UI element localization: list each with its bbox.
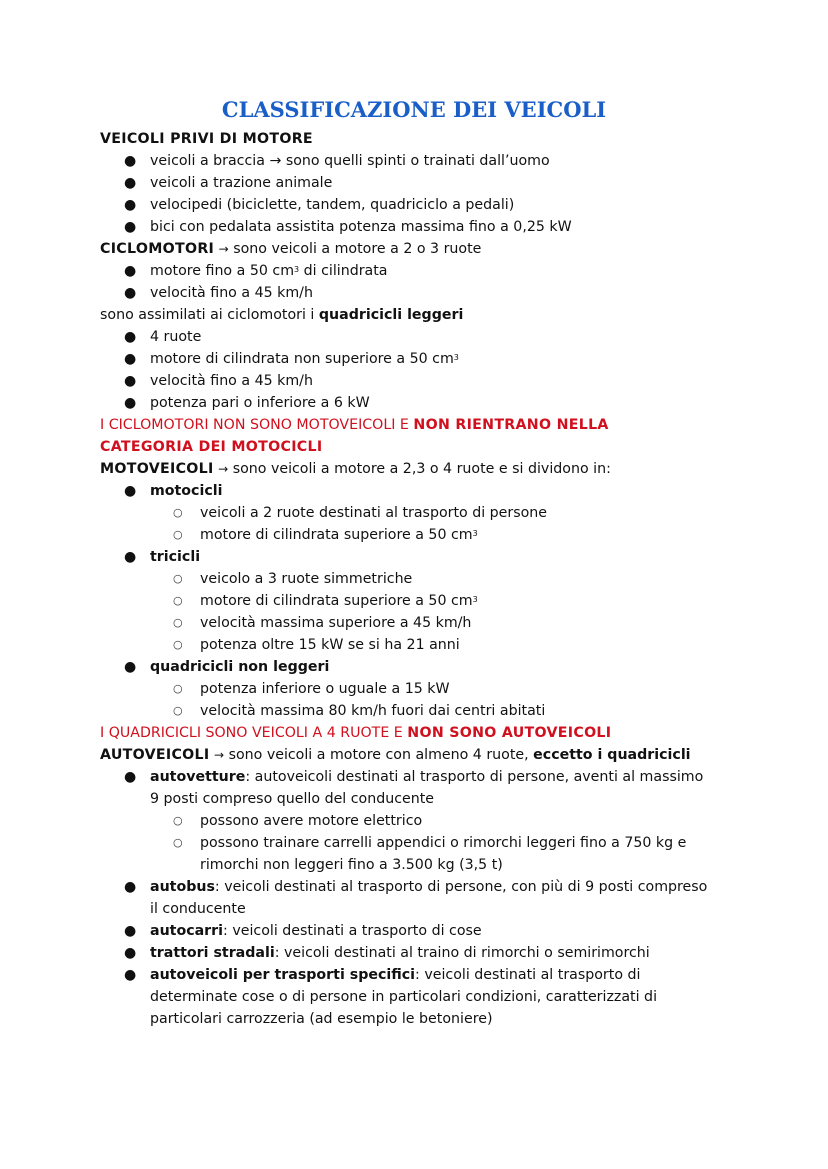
sub-list-item: potenza inferiore o uguale a 15 kW (200, 681, 450, 697)
section-intro-motoveicoli (100, 458, 611, 480)
list-item-autocarri (150, 920, 482, 942)
bullet-icon: ● (124, 967, 137, 983)
superscript: 3 (453, 353, 459, 362)
item-text: motore di cilindrata superiore a 50 cm (200, 593, 473, 609)
hollow-bullet-icon: ○ (173, 638, 183, 651)
sub-list-item: veicoli a 2 ruote destinati al trasporto di persone (200, 505, 548, 521)
section-intro-ciclomotori (100, 238, 481, 260)
sub-list-item: veicolo a 3 ruote simmetriche (200, 571, 413, 587)
bullet-icon: ● (124, 945, 137, 961)
arrow-right-icon: → (218, 242, 229, 256)
section-description: sono veicoli a motore a 2 o 3 ruote (233, 241, 482, 257)
list-item: velocità fino a 45 km/h (150, 373, 313, 389)
sub-list-item: velocità massima 80 km/h fuori dai centri abitati (200, 703, 546, 719)
item-text: : veicoli destinati al trasporto di persone, con più di 9 posti compreso (214, 879, 708, 895)
superscript: 3 (472, 529, 478, 538)
superscript: 3 (294, 265, 300, 274)
assimilated-line (100, 304, 463, 326)
hollow-bullet-icon: ○ (173, 528, 183, 541)
item-label: autovetture (150, 769, 246, 785)
sub-list-item: potenza oltre 15 kW se si ha 21 anni (200, 637, 460, 653)
bullet-icon: ● (124, 219, 137, 235)
hollow-bullet-icon: ○ (173, 506, 183, 519)
list-item: bici con pedalata assistita potenza massima fino a 0,25 kW (150, 219, 572, 235)
list-item-continuation: particolari carrozzeria (ad esempio le betoniere) (150, 1011, 493, 1027)
item-text: : veicoli destinati a trasporto di cose (223, 923, 482, 939)
list-item-continuation: 9 posti compreso quello del conducente (150, 791, 435, 807)
section-heading-non-motor: VEICOLI PRIVI DI MOTORE (100, 131, 313, 147)
section-description: sono veicoli a motore a 2,3 o 4 ruote e si dividono in: (232, 461, 611, 477)
item-label: autocarri (150, 923, 224, 939)
list-item-autobus (150, 876, 707, 898)
hollow-bullet-icon: ○ (173, 814, 183, 827)
section-intro-autoveicoli (100, 744, 691, 766)
group-label-motocicli: motocicli (150, 483, 223, 499)
alert-emphasis: NON SONO AUTOVEICOLI (407, 725, 612, 741)
item-text: : veicoli destinati al traino di rimorchi o semirimorchi (274, 945, 650, 961)
emphasis-text: quadricicli leggeri (318, 307, 464, 323)
item-text: motore di cilindrata non superiore a 50 cm (150, 351, 454, 367)
sub-list-item: possono avere motore elettrico (200, 813, 423, 829)
hollow-bullet-icon: ○ (173, 836, 183, 849)
list-item: veicoli a braccia → sono quelli spinti o trainati dall’uomo (150, 153, 550, 169)
group-label-tricicli: tricicli (150, 549, 201, 565)
alert-note-quadricicli (100, 722, 611, 744)
item-text: : autoveicoli destinati al trasporto di persone, aventi al massimo (245, 769, 704, 785)
emphasis-text: eccetto i quadricicli (533, 747, 691, 763)
list-item: 4 ruote (150, 329, 202, 345)
section-heading-autoveicoli: AUTOVEICOLI (100, 747, 210, 763)
list-item (150, 260, 387, 282)
hollow-bullet-icon: ○ (173, 572, 183, 585)
bullet-icon: ● (124, 175, 137, 191)
list-item: potenza pari o inferiore a 6 kW (150, 395, 370, 411)
section-heading-motoveicoli: MOTOVEICOLI (100, 461, 214, 477)
item-text: motore di cilindrata superiore a 50 cm (200, 527, 473, 543)
bullet-icon: ● (124, 483, 137, 499)
sub-list-item (200, 590, 478, 612)
hollow-bullet-icon: ○ (173, 594, 183, 607)
list-item (150, 348, 459, 370)
hollow-bullet-icon: ○ (173, 616, 183, 629)
arrow-right-icon: → (213, 748, 225, 762)
list-item-autovetture (150, 766, 703, 788)
bullet-icon: ● (124, 197, 137, 213)
alert-note-ciclomotori-cont: CATEGORIA DEI MOTOCICLI (100, 439, 323, 455)
bullet-icon: ● (124, 351, 137, 367)
alert-text: I QUADRICICLI SONO VEICOLI A 4 RUOTE E (100, 725, 408, 741)
alert-note-ciclomotori (100, 414, 609, 436)
list-item-trasporti-specifici (150, 964, 640, 986)
bullet-icon: ● (124, 373, 137, 389)
bullet-icon: ● (124, 879, 137, 895)
hollow-bullet-icon: ○ (173, 704, 183, 717)
sub-list-item: possono trainare carrelli appendici o rimorchi leggeri fino a 750 kg e (200, 835, 687, 851)
item-label: autoveicoli per trasporti specifici (150, 967, 416, 983)
bullet-icon: ● (124, 153, 137, 169)
page-title: CLASSIFICAZIONE DEI VEICOLI (221, 97, 607, 122)
list-item-continuation: determinate cose o di persone in particolari condizioni, caratterizzati di (150, 989, 658, 1005)
list-item-trattori (150, 942, 650, 964)
bullet-icon: ● (124, 659, 137, 675)
bullet-icon: ● (124, 549, 137, 565)
bullet-icon: ● (124, 285, 137, 301)
item-label: trattori stradali (150, 945, 275, 961)
superscript: 3 (472, 595, 478, 604)
item-text: motore fino a 50 cm (150, 263, 295, 279)
sub-list-item: velocità massima superiore a 45 km/h (200, 615, 472, 631)
list-item: velocità fino a 45 km/h (150, 285, 313, 301)
item-text: : veicoli destinati al trasporto di (415, 967, 641, 983)
group-label-quadricicli: quadricicli non leggeri (150, 659, 330, 675)
hollow-bullet-icon: ○ (173, 682, 183, 695)
bullet-icon: ● (124, 395, 137, 411)
alert-text: I CICLOMOTORI NON SONO MOTOVEICOLI E (100, 417, 414, 433)
section-heading-ciclomotori: CICLOMOTORI (100, 241, 215, 257)
item-text: sono assimilati ai ciclomotori i (100, 307, 319, 323)
list-item: velocipedi (biciclette, tandem, quadriciclo a pedali) (150, 197, 515, 213)
sub-list-item (200, 524, 478, 546)
bullet-icon: ● (124, 923, 137, 939)
item-text: di cilindrata (299, 263, 388, 279)
section-description: sono veicoli a motore con almeno 4 ruote, (228, 747, 534, 763)
bullet-icon: ● (124, 329, 137, 345)
bullet-icon: ● (124, 769, 137, 785)
arrow-right-icon: → (218, 462, 229, 476)
item-label: autobus (150, 879, 215, 895)
alert-emphasis: NON RIENTRANO NELLA (413, 417, 609, 433)
sub-list-item-continuation: rimorchi non leggeri fino a 3.500 kg (3,5 t) (200, 857, 503, 873)
list-item-continuation: il conducente (150, 901, 246, 917)
list-item: veicoli a trazione animale (150, 175, 333, 191)
bullet-icon: ● (124, 263, 137, 279)
